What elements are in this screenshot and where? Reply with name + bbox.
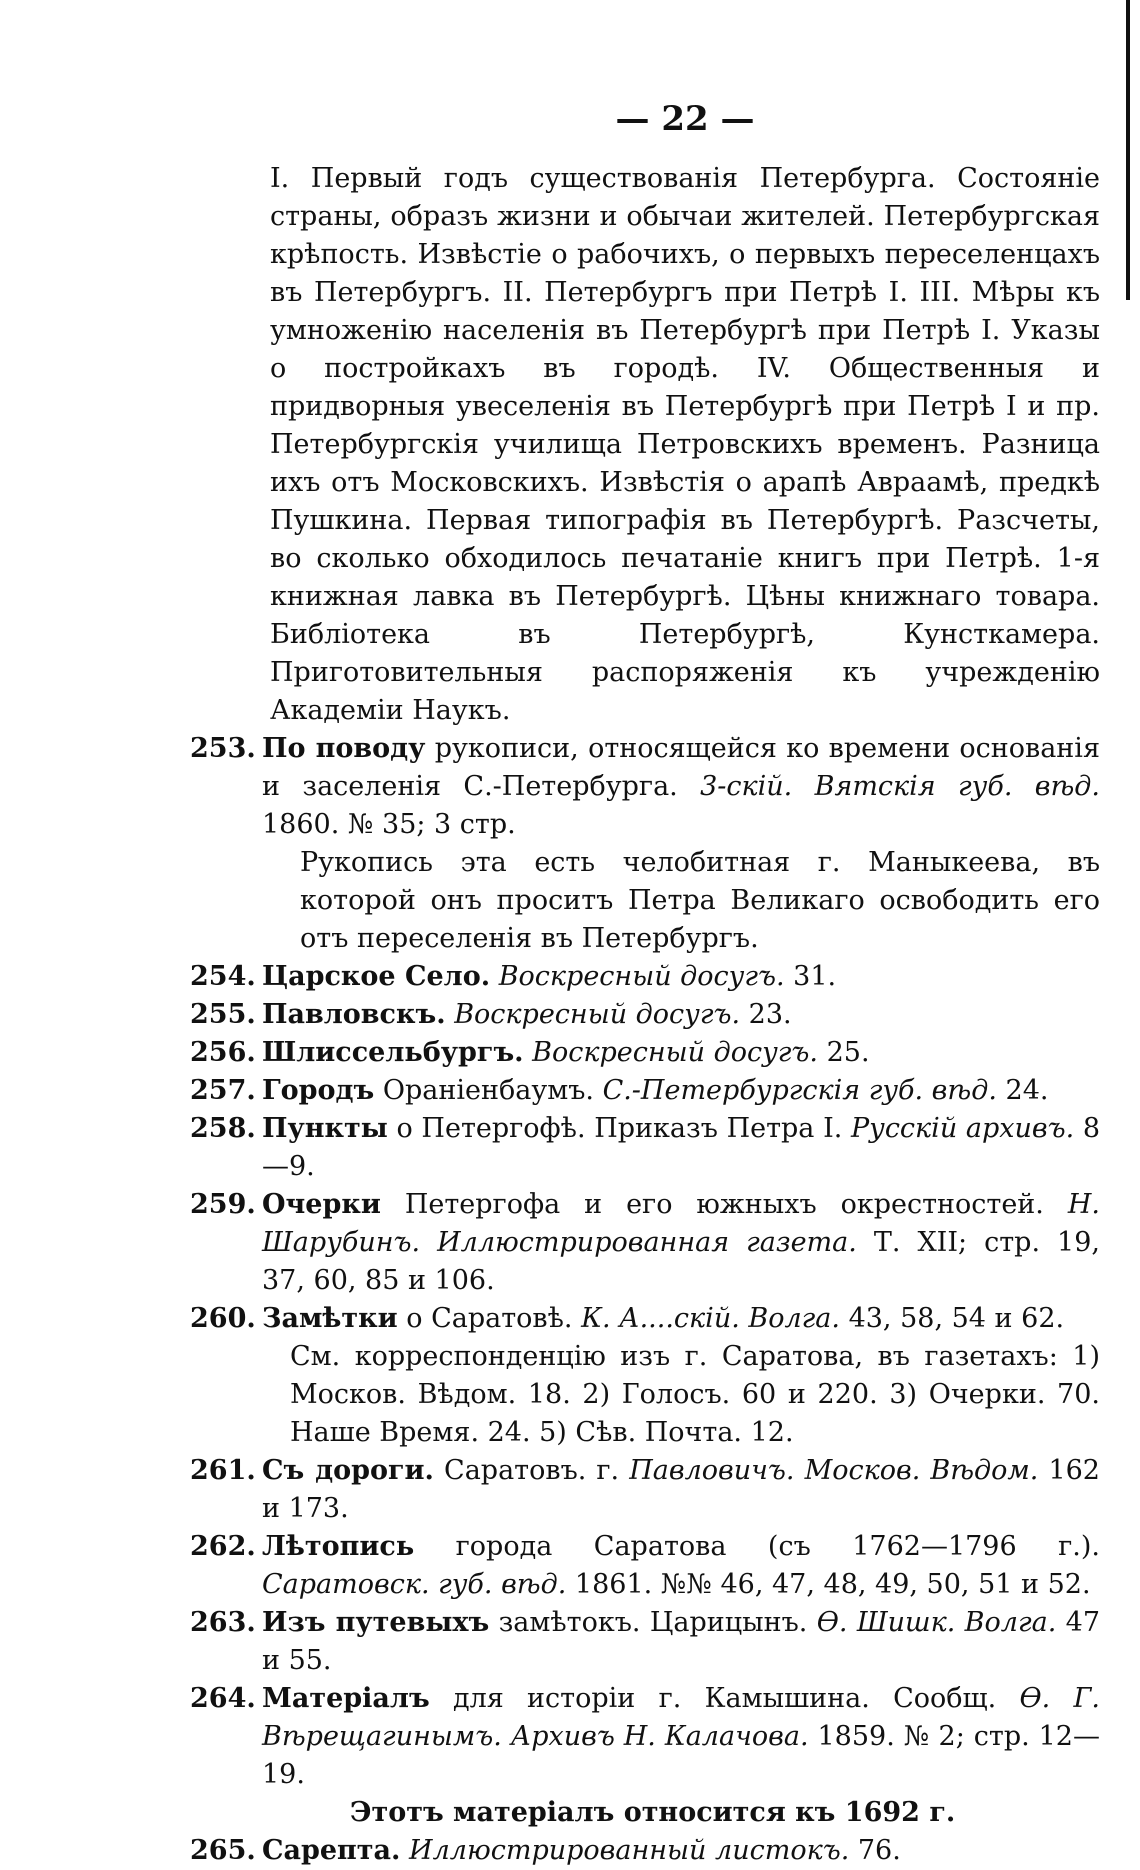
entry-title: Царское Село. bbox=[262, 961, 491, 992]
entry-title: Очерки bbox=[262, 1189, 381, 1220]
entry-254: 254. Царское Село. Воскресный досугъ. 31. bbox=[190, 961, 837, 992]
entry-source: 3-скій. Вятскія губ. вѣд. bbox=[700, 771, 1100, 802]
entry-text: По поводу рукописи, относящейся ко времени основанія и заселенія С.-Петербурга. 3-скій. Вятскія губ. вѣд. 1860. № 35; 3 стр. bbox=[262, 733, 1100, 840]
entry-265: 265. Сарепта. Иллюстрированный листокъ. 76. bbox=[190, 1835, 901, 1866]
entry-source: Воскресный досугъ. bbox=[498, 961, 785, 992]
entry-264: 264. Матеріалъ для исторіи г. Камышина. Сообщ. Ѳ. Г. Вѣрещагинымъ. Архивъ Н. Калачова. 1859. № 2; стр. 12—19. bbox=[190, 1683, 1100, 1790]
entry-title: Городъ bbox=[262, 1075, 375, 1106]
page-edge-rule bbox=[1126, 0, 1130, 300]
entry-255: 255. Павловскъ. Воскресный досугъ. 23. bbox=[190, 999, 792, 1030]
entry-source: Русскій архивъ. bbox=[850, 1113, 1075, 1144]
page-number: — 22 — bbox=[615, 99, 755, 139]
entry-260-note: См. корреспонденцію изъ г. Саратова, въ газетахъ: 1) Москов. Вѣдом. 18. 2) Голосъ. 60 и 220. 3) Очерки. 70. Наше Время. 24. 5) Сѣв. Почта. 12. bbox=[290, 1341, 1100, 1448]
entry-title: Павловскъ. bbox=[262, 999, 446, 1030]
entry-source: Воскресный досугъ. bbox=[532, 1037, 819, 1068]
entry-source: Н. Шарубинъ. Иллюстрированная газета. bbox=[262, 1189, 1100, 1258]
entry-source: Саратовск. губ. вѣд. bbox=[262, 1569, 567, 1600]
entry-title: Пункты bbox=[262, 1113, 388, 1144]
entry-262: 262. Лѣтопись города Саратова (съ 1762—1796 г.). Саратовск. губ. вѣд. 1861. №№ 46, 47, 48, 49, 50, 51 и 52. bbox=[190, 1531, 1100, 1600]
entry-258: 258. Пункты о Петергофѣ. Приказъ Петра I. Русскій архивъ. 8—9. bbox=[190, 1113, 1101, 1182]
entry-title: Лѣтопись bbox=[262, 1531, 415, 1562]
entry-257: 257. Городъ Ораніенбаумъ. С.-Петербургскія губ. вѣд. 24. bbox=[190, 1075, 1049, 1106]
entry-source: Иллюстрированный листокъ. bbox=[409, 1835, 850, 1866]
entry-source: К. А....скій. Волга. bbox=[581, 1303, 840, 1334]
entry-source: Павловичъ. Москов. Вѣдом. bbox=[629, 1455, 1039, 1486]
entry-title: Сарепта. bbox=[262, 1835, 401, 1866]
entry-title: Изъ путевыхъ bbox=[262, 1607, 490, 1638]
entry-title: Матеріалъ bbox=[262, 1683, 430, 1714]
entry-261: 261. Съ дороги. Саратовъ. г. Павловичъ. Москов. Вѣдом. 162 и 173. bbox=[190, 1455, 1100, 1524]
entry-256: 256. Шлиссельбургъ. Воскресный досугъ. 25. bbox=[190, 1037, 870, 1068]
entry-263: 263. Изъ путевыхъ замѣтокъ. Царицынъ. Ѳ. Шишк. Волга. 47 и 55. bbox=[190, 1607, 1100, 1676]
entry-source: Воскресный досугъ. bbox=[454, 999, 741, 1030]
entry-number: 253. bbox=[190, 733, 256, 764]
entry-260: 260. Замѣтки о Саратовѣ. К. А....скій. Волга. 43, 58, 54 и 62. bbox=[190, 1303, 1065, 1334]
entry-259: 259. Очерки Петергофа и его южныхъ окрестностей. Н. Шарубинъ. Иллюстрированная газета. Т. XII; стр. 19, 37, 60, 85 и 106. bbox=[190, 1189, 1100, 1296]
entry-253 bbox=[190, 730, 1100, 844]
book-page bbox=[190, 100, 1100, 1870]
entry-264-note: Этотъ матеріалъ относится къ 1692 г. bbox=[350, 1797, 956, 1828]
entry-source: Ѳ. Шишк. Волга. bbox=[816, 1607, 1057, 1638]
entry-source: С.-Петербургскія губ. вѣд. bbox=[602, 1075, 997, 1106]
entry-253-note: Рукопись эта есть челобитная г. Маныкеева, въ которой онъ проситъ Петра Великаго освободить его отъ переселенія въ Петербургъ. bbox=[300, 847, 1100, 954]
entry-title: Съ дороги. bbox=[262, 1455, 434, 1486]
entry-source: Ѳ. Г. Вѣрещагинымъ. Архивъ Н. Калачова. bbox=[262, 1683, 1100, 1752]
entry-title: По поводу bbox=[262, 733, 426, 764]
entry-title: Шлиссельбургъ. bbox=[262, 1037, 524, 1068]
entry-title: Замѣтки bbox=[262, 1303, 398, 1334]
entry-252-contents: I. Первый годъ существованія Петербурга. Состояніе страны, образъ жизни и обычаи жителей. Петербургская крѣпость. Извѣстіе о рабочихъ, о первыхъ переселенцахъ въ Петербургъ. II. Петербургъ при Петрѣ I. III. Мѣры къ умноженію населенія въ Петербургѣ при Петрѣ I. Указы о постройкахъ въ городѣ. IV. Общественныя и придворныя увеселенія въ Петербургѣ при Петрѣ I и пр. Петербургскія училища Петровскихъ временъ. Разница ихъ отъ Московскихъ. Извѣстія о арапѣ Авраамѣ, предкѣ Пушкина. Первая типографія въ Петербургѣ. Разсчеты, во сколько обходилось печатаніе книгъ при Петрѣ. 1-я книжная лавка въ Петербургѣ. Цѣны книжнаго товара. Библіотека въ Петербургѣ, Кунсткамера. Приготовительныя распоряженія къ учрежденію Академіи Наукъ. bbox=[270, 163, 1100, 726]
